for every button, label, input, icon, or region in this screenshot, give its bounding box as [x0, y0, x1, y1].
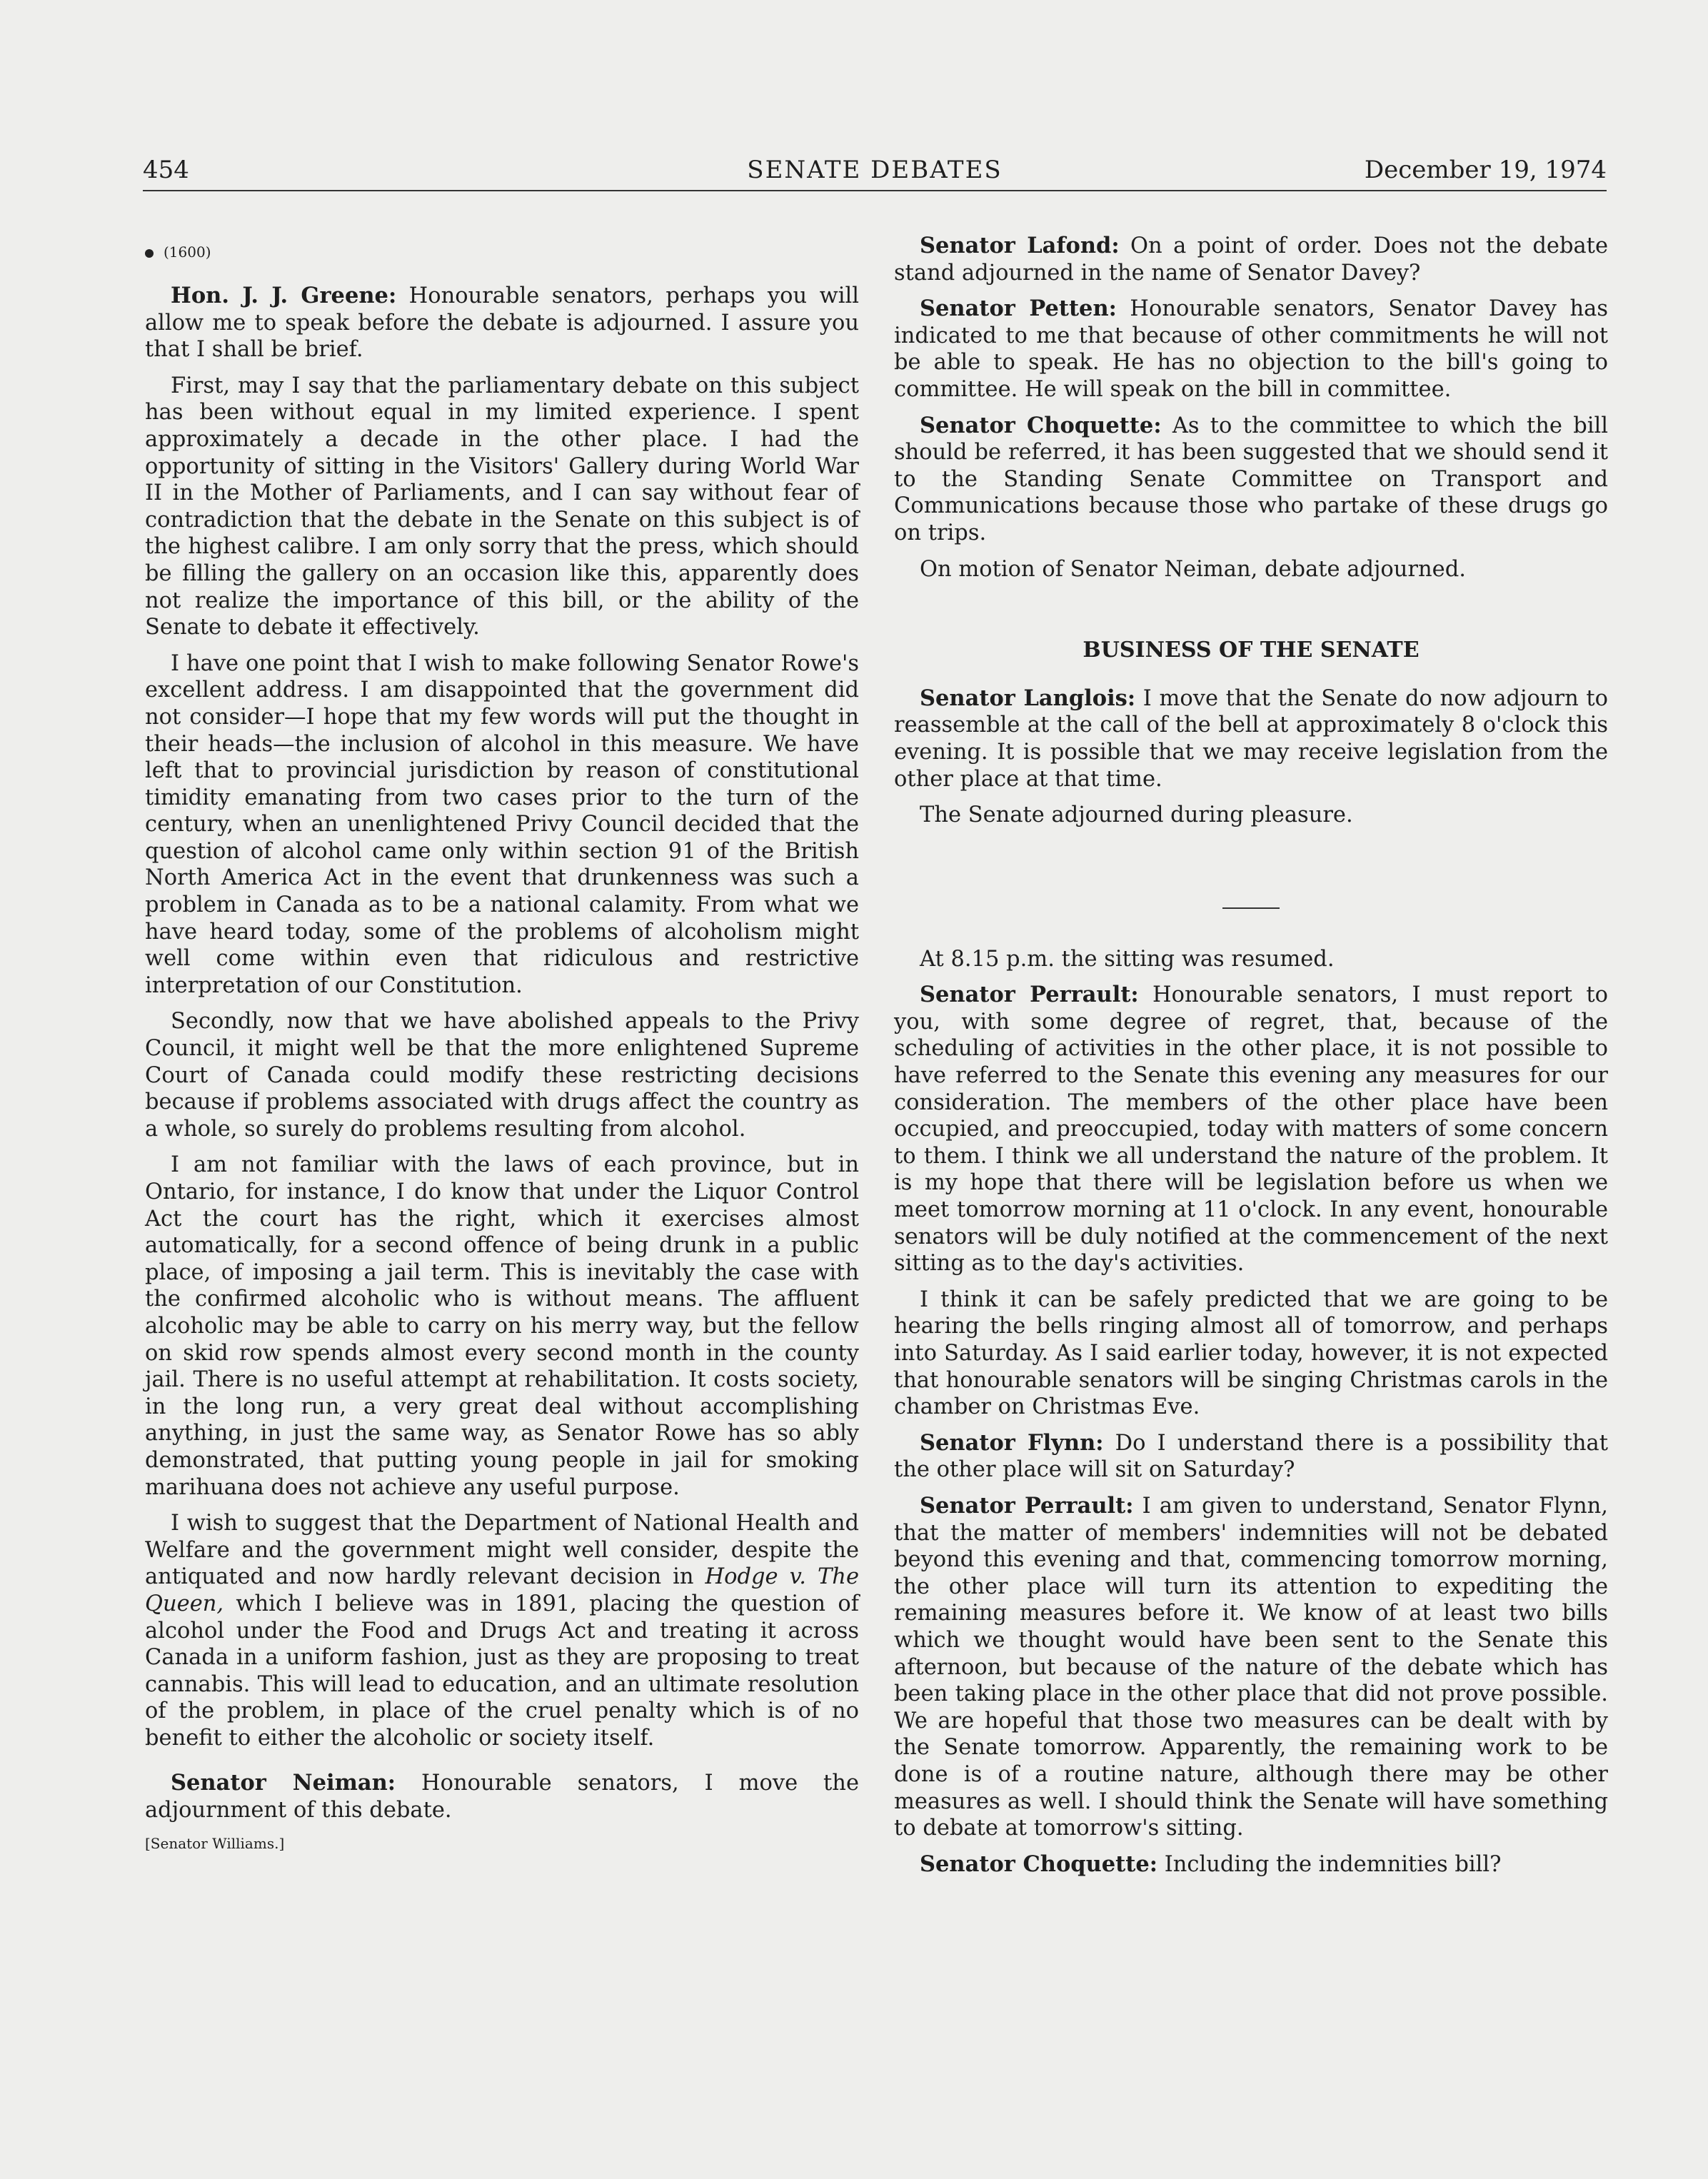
speech-text: As to the committee to which the bill should be referred, it has been suggested that we should send it to the Standing Senate Committee on Transport and Communications because those who partake of these drugs go on trips. — [894, 413, 1608, 545]
running-footnote: [Senator Williams.] — [145, 1834, 285, 1852]
paragraph — [894, 982, 1608, 1277]
speaker-name: Senator Choquette: — [920, 1851, 1158, 1877]
paragraph — [894, 1493, 1608, 1842]
publication-title: SENATE DEBATES — [747, 156, 1003, 184]
speaker-name: Senator Lafond: — [920, 233, 1120, 258]
paragraph — [894, 1430, 1608, 1484]
speech-text: Do I understand there is a possibility that the other place will sit on Saturday? — [894, 1430, 1608, 1483]
paragraph: I am not familiar with the laws of each province, but in Ontario, for instance, I do know that under the Liquor Control Act the court has the right, which it exercises almost automatically, for a second offence of being drunk in a public place, of imposing a jail term. This is inevitably the case with the confirmed alcoholic who is without means. The affluent alcoholic may be able to carry on his merry way, but the fellow on skid row spends almost every second month in the county jail. There is no useful attempt at rehabilitation. It costs society, in the long run, a very great deal without accomplishing anything, in just the same way, as Senator Rowe has so ably demonstrated, that putting young people in jail for smoking marihuana does not achieve any useful purpose. — [145, 1152, 859, 1500]
speaker-name: Senator Petten: — [920, 296, 1117, 322]
speaker-name: Senator Perrault: — [920, 982, 1139, 1008]
paragraph: The Senate adjourned during pleasure. — [920, 802, 1353, 828]
issue-date: December 19, 1974 — [1364, 156, 1607, 184]
speaker-name: Senator Perrault: — [920, 1492, 1134, 1519]
speaker-name: Senator Choquette: — [920, 412, 1162, 438]
paragraph — [894, 296, 1608, 403]
paragraph: Secondly, now that we have abolished appeals to the Privy Council, it might well be that the more enlightened Supreme Court of Canada could modify these restricting decisions because if problems associated with drugs affect the country as a whole, so surely do problems resulting from alcohol. — [145, 1009, 859, 1142]
section-heading: BUSINESS OF THE SENATE — [1082, 638, 1420, 663]
bullet-icon — [145, 249, 154, 258]
speaker-name: Senator Flynn: — [920, 1429, 1104, 1456]
paragraph — [894, 413, 1608, 547]
section-divider — [1222, 907, 1280, 909]
time-marker — [145, 243, 859, 261]
paragraph — [145, 1770, 859, 1823]
paragraph — [894, 233, 1608, 286]
header-rule — [143, 190, 1607, 191]
speech-text: Honourable senators, I move the adjournment of this debate. — [145, 1771, 859, 1823]
left-column — [145, 233, 859, 1853]
paragraph: I have one point that I wish to make following Senator Rowe's excellent address. I am disappointed that the government did not consider—I hope that my few words will put the thought in their heads—the inclusion of alcohol in this measure. We have left that to provincial jurisdiction by reason of constitutional timidity emanating from two cases prior to the turn of the century, when an unenlightened Privy Council decided that the question of alcohol came only within section 91 of the British North America Act in the event that drunkenness was such a problem in Canada as to be a national calamity. From what we have heard today, some of the problems of alcoholism might well come within even that ridiculous and restrictive interpretation of our Constitution. — [145, 650, 859, 998]
right-column — [894, 233, 1608, 1887]
case-citation: Hodge v. The Queen, — [145, 1564, 859, 1616]
paragraph — [145, 1510, 859, 1751]
paragraph — [894, 685, 1608, 792]
speaker-name: Hon. J. J. Greene: — [171, 283, 397, 308]
speech-text: On a point of order. Does not the debate stand adjourned in the name of Senator Davey? — [894, 233, 1608, 286]
speech-text: I move that the Senate do now adjourn to reassemble at the call of the bell at approximately 8 o'clock this evening. It is possible that we may receive legislation from the other place at that time. — [894, 685, 1608, 792]
paragraph: First, may I say that the parliamentary debate on this subject has been without equal in my limited experience. I spent approximately a decade in the other place. I had the opportunity of sitting in the Visitors' Gallery during World War II in the Mother of Parliaments, and I can say without fear of contradiction that the debate in the Senate on this subject is of the highest calibre. I am only sorry that the press, which should be filling the gallery on an occasion like this, apparently does not realize the importance of this bill, or the ability of the Senate to debate it effectively. — [145, 373, 859, 640]
time-marker-text: (1600) — [164, 243, 211, 261]
paragraph — [145, 283, 859, 363]
speech-text: I wish to suggest that the Department of National Health and Welfare and the government might well consider, despite the antiquated and now hardly relevant decision in — [145, 1511, 859, 1590]
speaker-name: Senator Langlois: — [920, 685, 1136, 711]
paragraph: At 8.15 p.m. the sitting was resumed. — [920, 946, 1335, 972]
paragraph — [894, 1851, 1608, 1878]
speech-text: Honourable senators, perhaps you will allow me to speak before the debate is adjourned. I assure you that I shall be brief. — [145, 283, 859, 363]
speech-text: Honourable senators, Senator Davey has indicated to me that because of other commitments he will not be able to speak. He has no objection to the bill's going to committee. He will speak on the bill in committee. — [894, 296, 1608, 402]
page-header — [143, 156, 1607, 191]
paragraph: On motion of Senator Neiman, debate adjourned. — [920, 556, 1466, 582]
speech-text: which I believe was in 1891, placing the question of alcohol under the Food and Drugs Act and treating it across Canada in a uniform fashion, just as they are proposing to treat cannabis. This will lead to education, and an ultimate resolution of the problem, in place of the cruel penalty which is of no benefit to either the alcoholic or society itself. — [145, 1591, 859, 1751]
page-number: 454 — [143, 156, 189, 184]
speaker-name: Senator Neiman: — [171, 1770, 396, 1796]
speech-text: Including the indemnities bill? — [1157, 1851, 1502, 1877]
speech-text: Honourable senators, I must report to you, with some degree of regret, that, because of the scheduling of activities in the other place, it is not possible to have referred to the Senate this evening any measures for our consideration. The members of the other place have been occupied, and preoccupied, today with matters of some concern to them. I think we all understand the nature of the problem. It is my hope that there will be legislation before us when we meet tomorrow morning at 11 o'clock. In any event, honourable senators will be duly notified at the commencement of the next sitting as to the day's activities. — [894, 982, 1608, 1277]
paragraph: I think it can be safely predicted that we are going to be hearing the bells ringing almost all of tomorrow, and perhaps into Saturday. As I said earlier today, however, it is not expected that honourable senators will be singing Christmas carols in the chamber on Christmas Eve. — [894, 1287, 1608, 1420]
speech-text: I am given to understand, Senator Flynn, that the matter of members' indemnities will not be debated beyond this evening and that, commencing tomorrow morning, the other place will turn its attention to expediting the remaining measures before it. We know of at least two bills which we thought would have been sent to the Senate this afternoon, but because of the nature of the debate which has been taking place in the other place that did not prove possible. We are hopeful that those two measures can be dealt with by the Senate tomorrow. Apparently, the remaining work to be done is of a routine nature, although there may be other measures as well. I should think the Senate will have something to debate at tomorrow's sitting. — [894, 1493, 1608, 1841]
